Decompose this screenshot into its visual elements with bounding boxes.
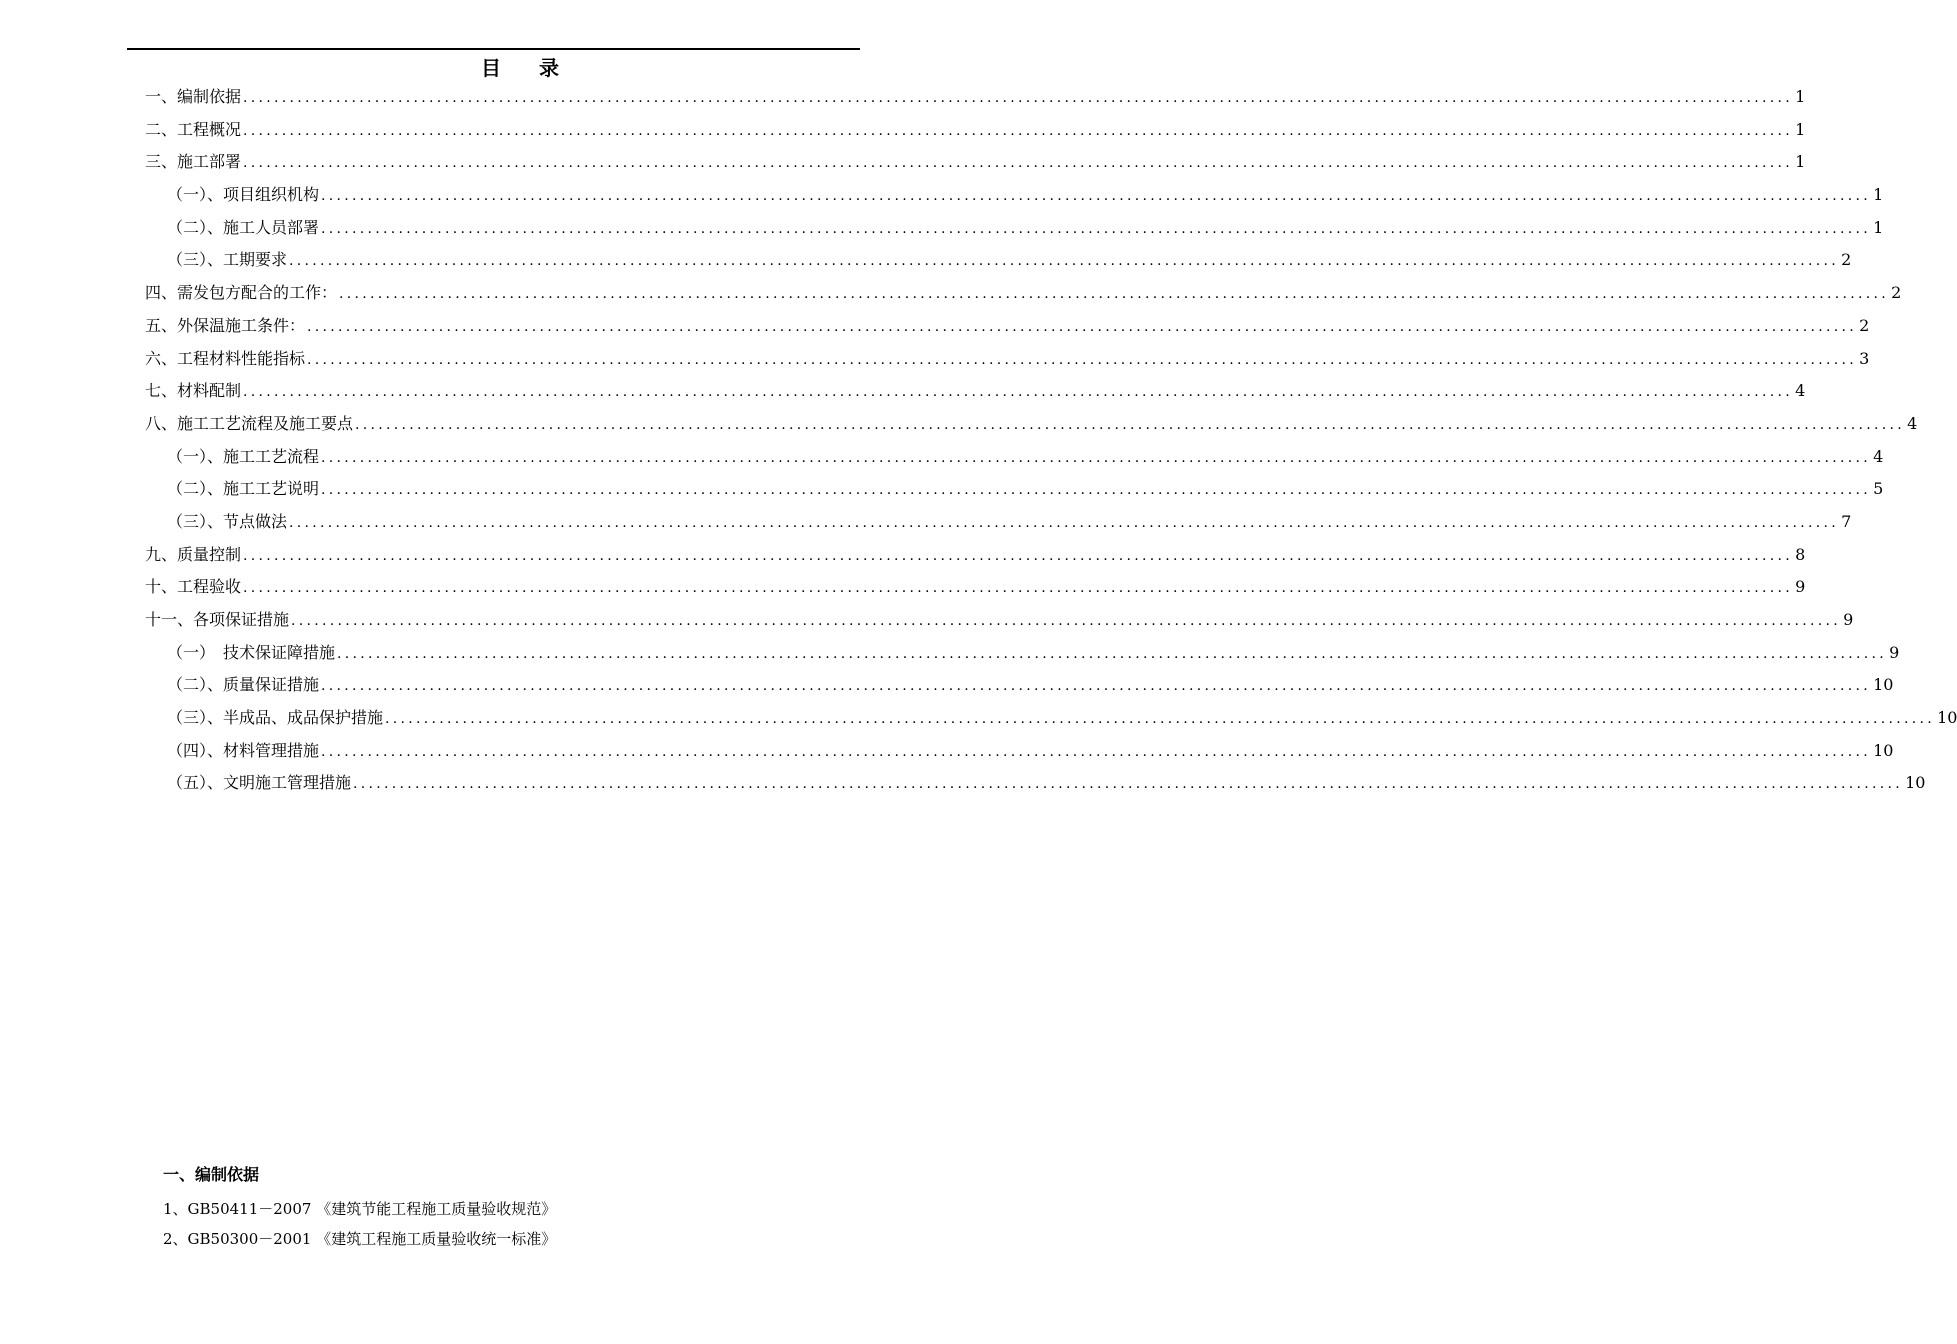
toc-entry[interactable] [145, 769, 1926, 802]
toc-dot-leader: ........................................................................................................................................................................................................ [289, 253, 1840, 270]
header-rule [127, 48, 860, 50]
toc-entry-title: 七、材料配制 [145, 381, 242, 401]
toc-entry-page: 9 [1889, 642, 1900, 662]
toc-entry-page: 1 [1795, 119, 1806, 139]
toc-entry[interactable] [145, 377, 1806, 410]
toc-dot-leader: ........................................................................................................................................................................................................ [243, 90, 1794, 106]
toc-entry-page: 7 [1841, 511, 1852, 531]
toc-entry[interactable] [145, 508, 1852, 541]
toc-dot-leader: ........................................................................................................................................................................................................ [321, 743, 1872, 760]
toc-entry[interactable] [145, 148, 1806, 181]
toc-entry[interactable] [145, 312, 1870, 345]
toc-entry-title: （一）、项目组织机构 [167, 185, 320, 205]
toc-entry-title: 五、外保温施工条件： [145, 315, 306, 335]
toc-entry[interactable] [145, 606, 1854, 639]
toc-dot-leader: ........................................................................................................................................................................................................ [339, 286, 1890, 303]
toc-entry-page: 10 [1873, 675, 1894, 695]
toc-entry-title: （三）、节点做法 [167, 511, 288, 531]
toc-entry[interactable] [145, 475, 1884, 508]
toc-entry-page: 1 [1873, 217, 1884, 237]
toc-entry-title: 一、编制依据 [145, 87, 242, 106]
toc-title-char-2: 录 [539, 56, 559, 80]
toc-entry-title: 十、工程验收 [145, 577, 242, 597]
toc-entry[interactable] [145, 737, 1894, 770]
toc-entry-page: 1 [1873, 185, 1884, 205]
toc-dot-leader: ........................................................................................................................................................................................................ [321, 188, 1872, 205]
toc-entry[interactable] [145, 83, 1806, 116]
toc-dot-leader: ........................................................................................................................................................................................................ [353, 776, 1904, 793]
toc-entry-page: 4 [1873, 446, 1884, 466]
toc-entry-page: 5 [1873, 479, 1884, 499]
toc-entry[interactable] [145, 573, 1806, 606]
toc-dot-leader: ........................................................................................................................................................................................................ [321, 220, 1872, 237]
toc-entry-title: 四、需发包方配合的工作： [145, 283, 338, 303]
toc-entry-title: 十一、各项保证措施 [145, 610, 290, 629]
toc-entry-title: （二）、质量保证措施 [167, 675, 320, 695]
toc-dot-leader: ........................................................................................................................................................................................................ [321, 482, 1872, 499]
toc-entry-title: （四）、材料管理措施 [167, 740, 320, 760]
toc-entry-page: 2 [1841, 250, 1852, 270]
toc-dot-leader: ........................................................................................................................................................................................................ [243, 155, 1794, 172]
toc-entry-title: 二、工程概况 [145, 119, 242, 139]
toc-entry-title: 八、施工工艺流程及施工要点 [145, 413, 354, 433]
toc-entry-page: 1 [1795, 87, 1806, 106]
toc-entry-page: 1 [1795, 152, 1806, 172]
toc-entry-title: （三）、半成品、成品保护措施 [167, 708, 384, 728]
toc-entry-title: 六、工程材料性能指标 [145, 348, 306, 368]
toc-entry-page: 9 [1795, 577, 1806, 597]
toc-title [0, 54, 1040, 82]
toc-entry-page: 10 [1873, 740, 1894, 760]
toc-dot-leader: ........................................................................................................................................................................................................ [243, 122, 1794, 139]
toc-entry[interactable] [145, 541, 1806, 574]
toc-dot-leader: ........................................................................................................................................................................................................ [289, 514, 1840, 531]
toc-dot-leader: ........................................................................................................................................................................................................ [321, 678, 1872, 695]
toc-entry[interactable] [145, 279, 1902, 312]
toc-entry[interactable] [145, 639, 1900, 672]
toc-entry[interactable] [145, 116, 1806, 149]
toc-entry[interactable] [145, 345, 1870, 378]
toc-entry[interactable] [145, 410, 1918, 443]
toc-dot-leader: ........................................................................................................................................................................................................ [243, 580, 1794, 597]
toc-entry-page: 4 [1795, 381, 1806, 401]
toc-entry-title: （一） 技术保证障措施 [167, 642, 336, 662]
toc-entry-page: 2 [1859, 315, 1870, 335]
toc-entry-title: 三、施工部署 [145, 152, 242, 172]
toc-title-char-1: 目 [481, 56, 501, 80]
toc-entry[interactable] [145, 181, 1884, 214]
toc-dot-leader: ........................................................................................................................................................................................................ [355, 416, 1906, 433]
toc-entry-title: （二）、施工工艺说明 [167, 479, 320, 499]
toc-entry-title: （一）、施工工艺流程 [167, 446, 320, 466]
toc-dot-leader: ........................................................................................................................................................................................................ [337, 645, 1888, 662]
toc-entry-title: 九、质量控制 [145, 544, 242, 564]
toc-dot-leader: ........................................................................................................................................................................................................ [321, 449, 1872, 466]
toc-entry-title: （二）、施工人员部署 [167, 217, 320, 237]
toc-entry-title: （五）、文明施工管理措施 [167, 773, 352, 793]
toc-dot-leader: ........................................................................................................................................................................................................ [307, 351, 1858, 368]
table-of-contents [145, 83, 1957, 802]
toc-entry-page: 9 [1843, 610, 1854, 629]
toc-dot-leader: ........................................................................................................................................................................................................ [291, 613, 1842, 629]
toc-entry[interactable] [145, 214, 1884, 247]
toc-dot-leader: ........................................................................................................................................................................................................ [243, 547, 1794, 564]
section-compilation-basis [163, 1162, 863, 1254]
section-heading: 一、编制依据 [163, 1165, 260, 1184]
basis-item: 2、GB50300－2001 《建筑工程施工质量验收统一标准》 [163, 1230, 557, 1248]
toc-entry-page: 3 [1859, 348, 1870, 368]
toc-entry-page: 8 [1795, 544, 1806, 564]
toc-dot-leader: ........................................................................................................................................................................................................ [243, 384, 1794, 401]
basis-item: 1、GB50411－2007 《建筑节能工程施工质量验收规范》 [163, 1200, 557, 1218]
toc-entry-page: 10 [1937, 708, 1957, 728]
toc-entry-page: 2 [1891, 283, 1902, 303]
toc-entry-page: 10 [1905, 773, 1926, 793]
toc-entry-title: （三）、工期要求 [167, 250, 288, 270]
toc-entry[interactable] [145, 246, 1852, 279]
toc-dot-leader: ........................................................................................................................................................................................................ [307, 318, 1858, 335]
toc-entry[interactable] [145, 443, 1884, 476]
toc-entry[interactable] [145, 671, 1894, 704]
toc-entry[interactable] [145, 704, 1957, 737]
toc-entry-page: 4 [1907, 413, 1918, 433]
toc-dot-leader: ........................................................................................................................................................................................................ [385, 711, 1936, 728]
